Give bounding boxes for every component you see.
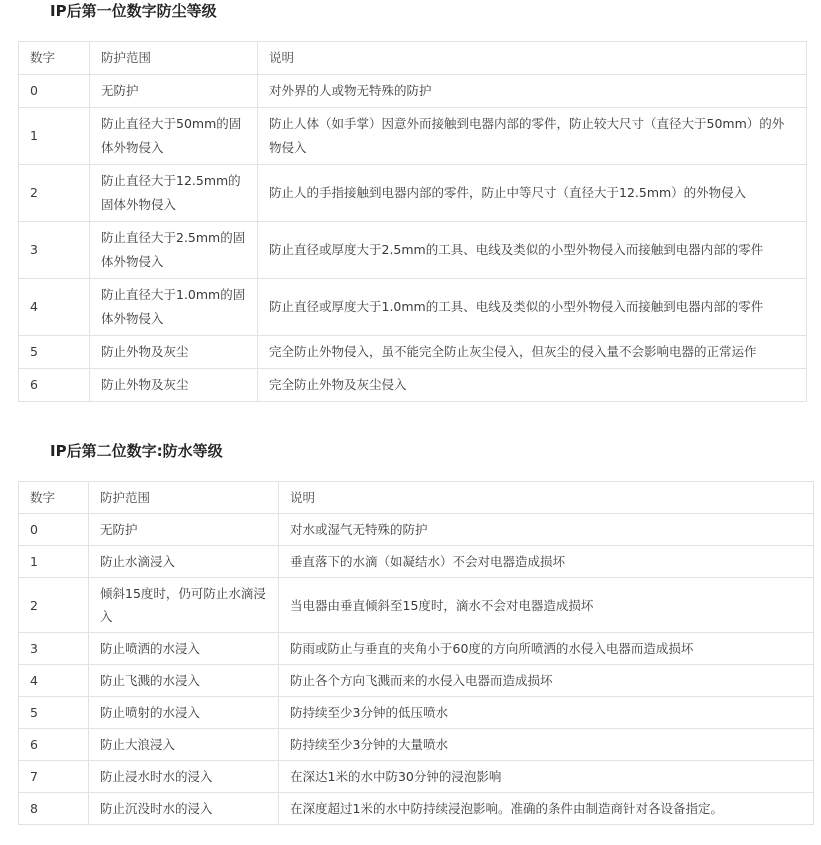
cell-description: 在深度超过1米的水中防持续浸泡影响。准确的条件由制造商针对各设备指定。 xyxy=(279,793,814,825)
dust-section-title: IP后第一位数字防尘等级 xyxy=(50,2,217,20)
cell-digit: 5 xyxy=(19,697,89,729)
cell-digit: 5 xyxy=(19,336,90,369)
header-description: 说明 xyxy=(258,42,807,75)
header-digit: 数字 xyxy=(19,42,90,75)
cell-digit: 4 xyxy=(19,665,89,697)
cell-digit: 2 xyxy=(19,165,90,222)
table-row xyxy=(19,633,814,665)
table-row xyxy=(19,165,807,222)
table-row xyxy=(19,546,814,578)
cell-description: 在深达1米的水中防30分钟的浸泡影响 xyxy=(279,761,814,793)
table-row xyxy=(19,761,814,793)
cell-digit: 3 xyxy=(19,633,89,665)
cell-digit: 6 xyxy=(19,369,90,402)
cell-scope: 防止直径大于12.5mm的固体外物侵入 xyxy=(90,165,258,222)
cell-scope: 防止外物及灰尘 xyxy=(90,369,258,402)
dust-protection-table xyxy=(18,41,807,402)
cell-description: 防止各个方向飞溅而来的水侵入电器而造成损坏 xyxy=(279,665,814,697)
header-digit: 数字 xyxy=(19,482,89,514)
cell-digit: 8 xyxy=(19,793,89,825)
header-scope: 防护范围 xyxy=(89,482,279,514)
cell-digit: 6 xyxy=(19,729,89,761)
cell-scope: 防止水滴浸入 xyxy=(89,546,279,578)
cell-scope: 防止直径大于1.0mm的固体外物侵入 xyxy=(90,279,258,336)
table-row xyxy=(19,578,814,633)
cell-description: 对外界的人或物无特殊的防护 xyxy=(258,75,807,108)
cell-description: 完全防止外物及灰尘侵入 xyxy=(258,369,807,402)
header-scope: 防护范围 xyxy=(90,42,258,75)
cell-digit: 0 xyxy=(19,514,89,546)
table-row xyxy=(19,514,814,546)
cell-scope: 防止飞溅的水浸入 xyxy=(89,665,279,697)
cell-scope: 防止直径大于50mm的固体外物侵入 xyxy=(90,108,258,165)
cell-digit: 7 xyxy=(19,761,89,793)
cell-scope: 防止喷洒的水浸入 xyxy=(89,633,279,665)
table-header-row xyxy=(19,482,814,514)
cell-digit: 4 xyxy=(19,279,90,336)
cell-digit: 1 xyxy=(19,546,89,578)
water-section-title: IP后第二位数字:防水等级 xyxy=(50,442,223,460)
cell-description: 完全防止外物侵入，虽不能完全防止灰尘侵入，但灰尘的侵入量不会影响电器的正常运作 xyxy=(258,336,807,369)
cell-digit: 1 xyxy=(19,108,90,165)
cell-description: 对水或湿气无特殊的防护 xyxy=(279,514,814,546)
table-row xyxy=(19,336,807,369)
cell-scope: 防止大浪浸入 xyxy=(89,729,279,761)
cell-description: 当电器由垂直倾斜至15度时，滴水不会对电器造成损坏 xyxy=(279,578,814,633)
table-row xyxy=(19,222,807,279)
table-row xyxy=(19,729,814,761)
cell-description: 防雨或防止与垂直的夹角小于60度的方向所喷洒的水侵入电器而造成损坏 xyxy=(279,633,814,665)
cell-description: 防止直径或厚度大于1.0mm的工具、电线及类似的小型外物侵入而接触到电器内部的零件 xyxy=(258,279,807,336)
table-row xyxy=(19,369,807,402)
cell-digit: 3 xyxy=(19,222,90,279)
cell-description: 防止直径或厚度大于2.5mm的工具、电线及类似的小型外物侵入而接触到电器内部的零件 xyxy=(258,222,807,279)
cell-digit: 0 xyxy=(19,75,90,108)
cell-description: 防止人体（如手掌）因意外而接触到电器内部的零件，防止较大尺寸（直径大于50mm）的外物侵入 xyxy=(258,108,807,165)
cell-description: 垂直落下的水滴（如凝结水）不会对电器造成损坏 xyxy=(279,546,814,578)
table-row xyxy=(19,665,814,697)
cell-scope: 防止外物及灰尘 xyxy=(90,336,258,369)
cell-scope: 倾斜15度时，仍可防止水滴浸入 xyxy=(89,578,279,633)
table-row xyxy=(19,108,807,165)
cell-scope: 防止喷射的水浸入 xyxy=(89,697,279,729)
cell-description: 防持续至少3分钟的低压喷水 xyxy=(279,697,814,729)
table-row xyxy=(19,75,807,108)
table-row xyxy=(19,793,814,825)
cell-scope: 无防护 xyxy=(90,75,258,108)
header-description: 说明 xyxy=(279,482,814,514)
cell-description: 防持续至少3分钟的大量喷水 xyxy=(279,729,814,761)
cell-scope: 无防护 xyxy=(89,514,279,546)
cell-description: 防止人的手指接触到电器内部的零件，防止中等尺寸（直径大于12.5mm）的外物侵入 xyxy=(258,165,807,222)
table-row xyxy=(19,279,807,336)
cell-scope: 防止沉没时水的浸入 xyxy=(89,793,279,825)
water-protection-table xyxy=(18,481,814,825)
cell-scope: 防止浸水时水的浸入 xyxy=(89,761,279,793)
cell-scope: 防止直径大于2.5mm的固体外物侵入 xyxy=(90,222,258,279)
table-header-row xyxy=(19,42,807,75)
cell-digit: 2 xyxy=(19,578,89,633)
table-row xyxy=(19,697,814,729)
